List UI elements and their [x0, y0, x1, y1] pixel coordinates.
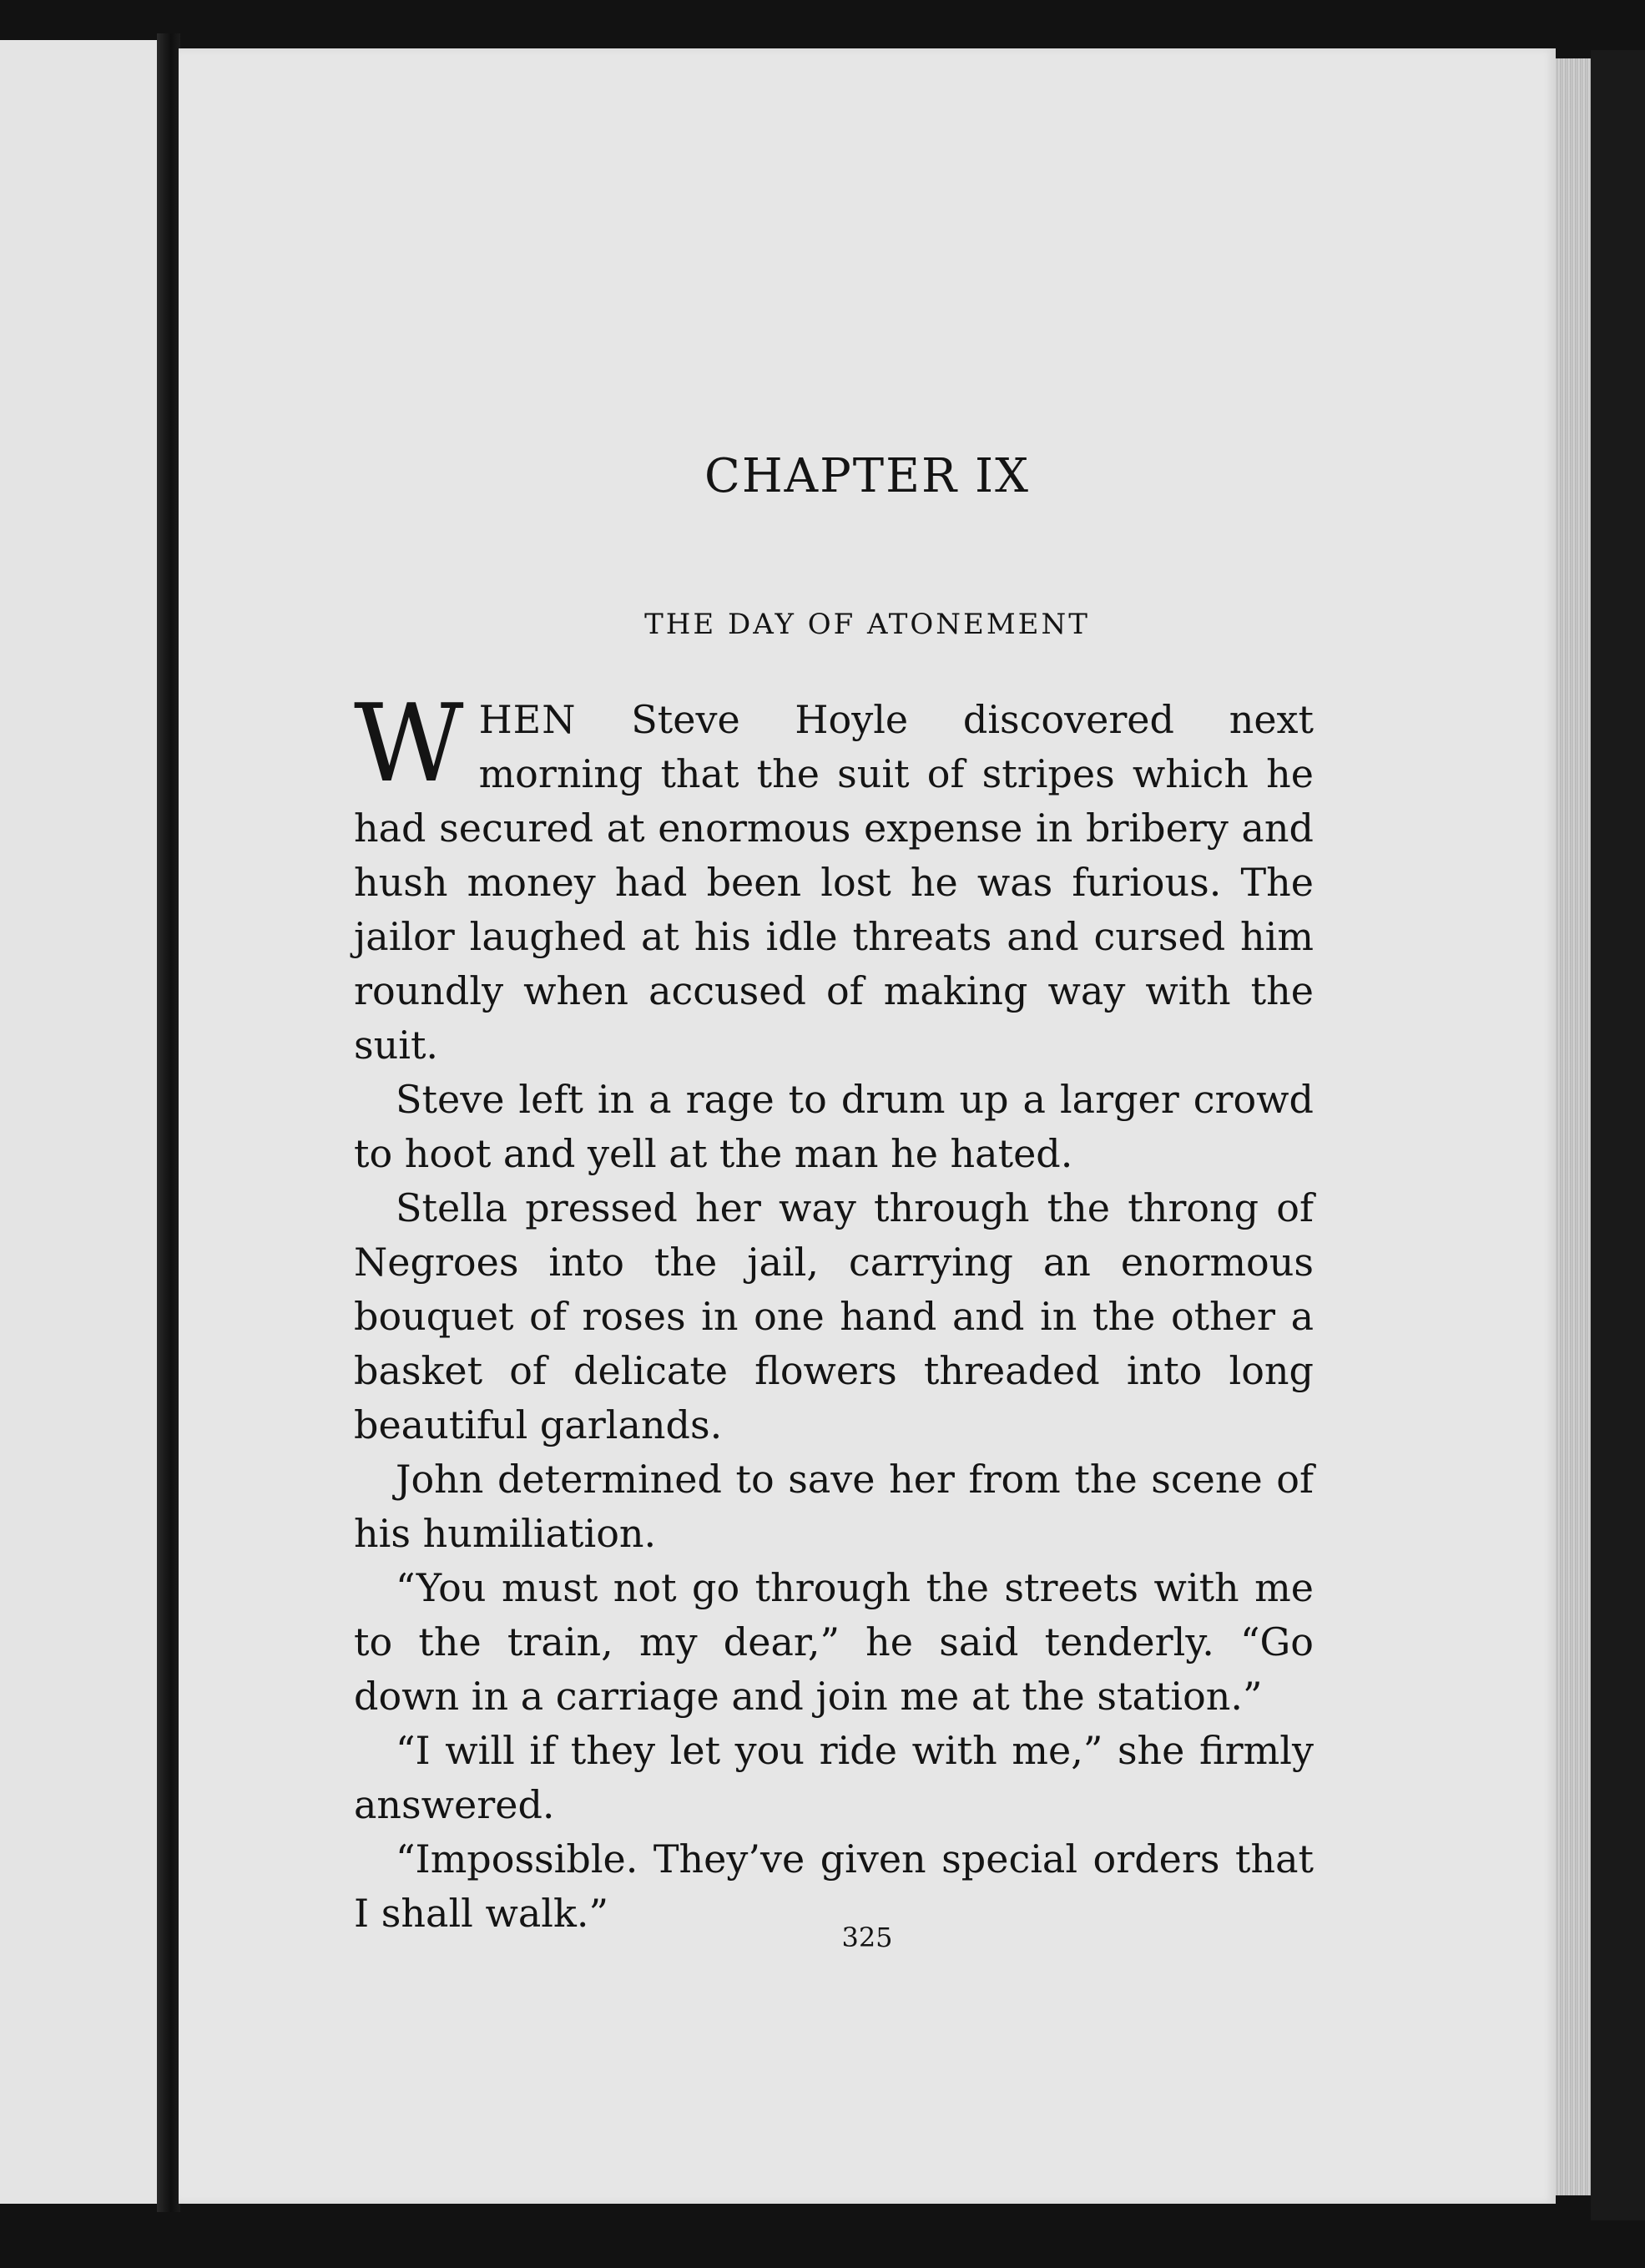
book-page	[179, 48, 1556, 2204]
paragraph-6: “I will if they let you ride with me,” she firmly answered.	[354, 1728, 1314, 1827]
book-gutter	[157, 33, 180, 2212]
scan-edge-right	[1591, 50, 1645, 2220]
page-edge-stack	[1556, 58, 1591, 2195]
opening-word-rest: HEN	[478, 697, 577, 742]
paragraph-7: “Impossible. They’ve given special orders that I shall walk.”	[354, 1836, 1314, 1936]
paragraph-1-text: Steve Hoyle discovered next morning that the suit of stripes which he had secured at enormous expense in bribery and hush money had been lost he was furious. The jailor laughed at his idle threats and cursed him roundly when accused of making way with the suit.	[354, 697, 1314, 1068]
paragraph-4: John determined to save her from the scene of his humiliation.	[354, 1457, 1314, 1556]
chapter-subtitle: THE DAY OF ATONEMENT	[644, 608, 1090, 641]
paragraph-3: Stella pressed her way through the throng of Negroes into the jail, carrying an enormous bouquet of roses in one hand and in the other a basket of delicate flowers threaded into long beautiful garlands.	[354, 1185, 1314, 1447]
paragraph-5: “You must not go through the streets with me to the train, my dear,” he said tenderly. “Go down in a carriage and join me at the station.”	[354, 1565, 1314, 1719]
drop-cap: W	[354, 682, 464, 806]
page-number: 325	[841, 1922, 893, 1953]
paragraph-2: Steve left in a rage to drum up a larger crowd to hoot and yell at the man he hated.	[354, 1077, 1314, 1176]
facing-page-left	[0, 40, 159, 2204]
chapter-body	[354, 682, 1314, 1941]
paragraph-1	[354, 682, 1314, 1073]
chapter-heading: CHAPTER IX	[704, 449, 1030, 503]
